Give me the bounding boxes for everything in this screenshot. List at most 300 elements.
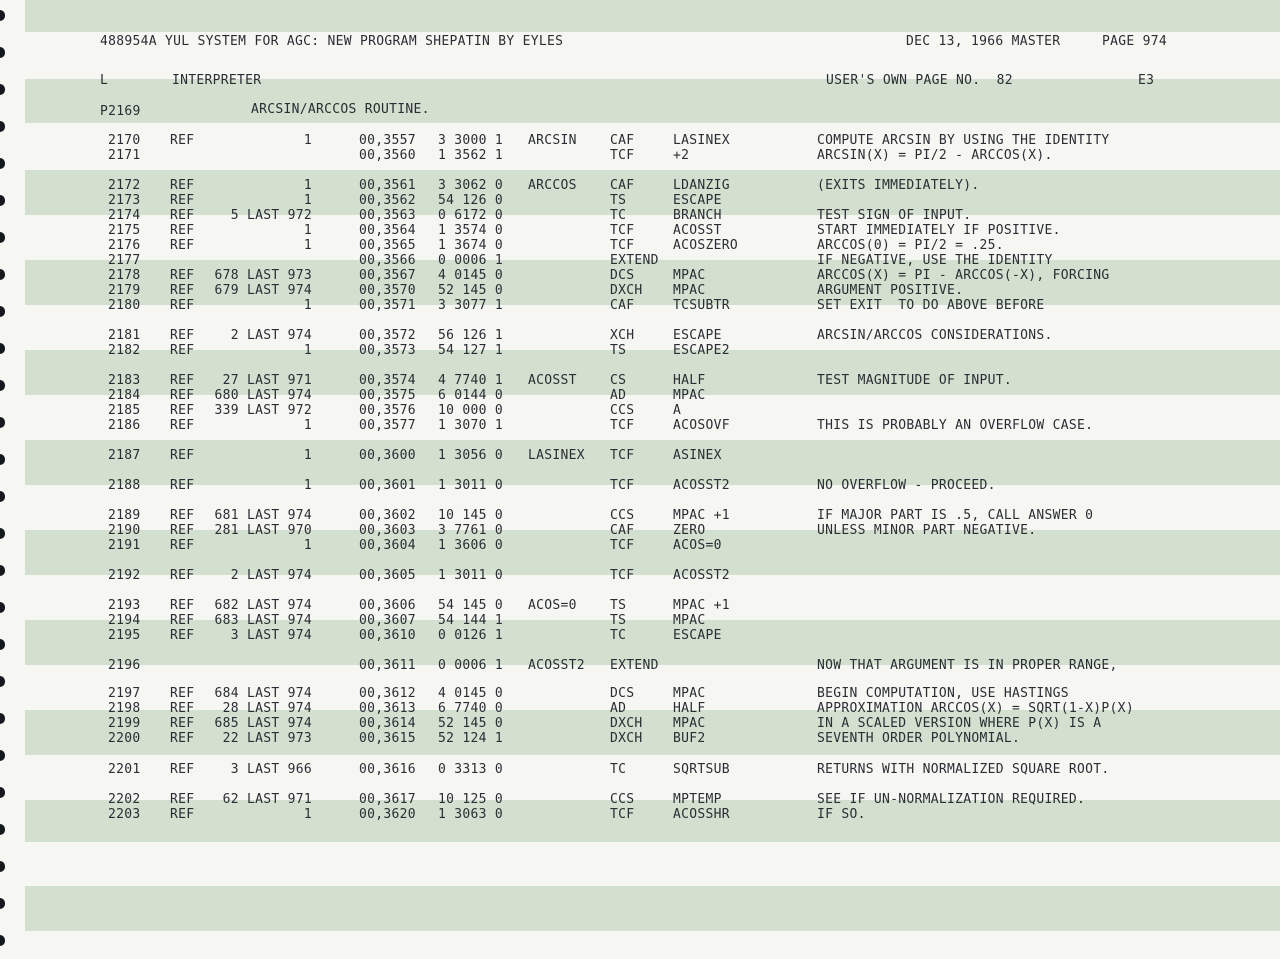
comment: IF MAJOR PART IS .5, CALL ANSWER 0 bbox=[817, 508, 1094, 523]
feed-hole bbox=[0, 121, 5, 132]
feed-hole bbox=[0, 824, 5, 835]
comment: TEST SIGN OF INPUT. bbox=[817, 208, 972, 223]
comment: SEVENTH ORDER POLYNOMIAL. bbox=[817, 731, 1021, 746]
symbol-label: ACOS=0 bbox=[528, 598, 577, 613]
operand: LDANZIG bbox=[673, 178, 730, 193]
object-code: 10 000 0 bbox=[438, 403, 504, 418]
listing-row bbox=[0, 658, 1280, 673]
paper-band bbox=[25, 0, 1280, 32]
symbol-label: ARCCOS bbox=[528, 178, 577, 193]
ref-tag: REF bbox=[170, 418, 195, 433]
line-number: 2199 bbox=[108, 716, 141, 731]
opcode: CAF bbox=[610, 523, 635, 538]
operand: ACOSST2 bbox=[673, 568, 730, 583]
listing-row bbox=[0, 598, 1280, 613]
object-code: 3 3062 0 bbox=[438, 178, 504, 193]
ref-count: 2 LAST 974 bbox=[230, 568, 312, 583]
opcode: DCS bbox=[610, 686, 635, 701]
listing-page-number: PAGE 974 bbox=[1102, 34, 1168, 49]
address: 00,3563 bbox=[359, 208, 416, 223]
ref-count: 1 bbox=[303, 418, 312, 433]
ref-tag: REF bbox=[170, 613, 195, 628]
address: 00,3613 bbox=[359, 701, 416, 716]
line-number: 2184 bbox=[108, 388, 141, 403]
operand: ESCAPE bbox=[673, 193, 722, 208]
line-number: 2202 bbox=[108, 792, 141, 807]
ref-count: 1 bbox=[303, 193, 312, 208]
listing-row bbox=[0, 807, 1280, 822]
ref-count: 681 LAST 974 bbox=[214, 508, 312, 523]
address: 00,3565 bbox=[359, 238, 416, 253]
ref-count: 1 bbox=[303, 238, 312, 253]
ref-count: 3 LAST 974 bbox=[230, 628, 312, 643]
paper-band bbox=[25, 886, 1280, 931]
operand: ACOSOVF bbox=[673, 418, 730, 433]
ref-tag: REF bbox=[170, 478, 195, 493]
listing-row bbox=[0, 523, 1280, 538]
line-number: 2188 bbox=[108, 478, 141, 493]
opcode: XCH bbox=[610, 328, 635, 343]
opcode: TCF bbox=[610, 478, 635, 493]
operand: TCSUBTR bbox=[673, 298, 730, 313]
listing-row bbox=[0, 223, 1280, 238]
ref-count: 1 bbox=[303, 448, 312, 463]
routine-id: P2169 bbox=[100, 104, 141, 119]
listing-row bbox=[0, 133, 1280, 148]
operand: ESCAPE bbox=[673, 628, 722, 643]
listing-row bbox=[0, 418, 1280, 433]
user-page-number: USER'S OWN PAGE NO. 82 bbox=[826, 73, 1013, 88]
operand: MPAC bbox=[673, 686, 706, 701]
opcode: CAF bbox=[610, 133, 635, 148]
listing-row bbox=[0, 343, 1280, 358]
comment: APPROXIMATION ARCCOS(X) = SQRT(1-X)P(X) bbox=[817, 701, 1134, 716]
operand: BUF2 bbox=[673, 731, 706, 746]
operand: LASINEX bbox=[673, 133, 730, 148]
ref-count: 684 LAST 974 bbox=[214, 686, 312, 701]
left-code: L bbox=[100, 73, 109, 88]
address: 00,3602 bbox=[359, 508, 416, 523]
operand: SQRTSUB bbox=[673, 762, 730, 777]
address: 00,3560 bbox=[359, 148, 416, 163]
comment: START IMMEDIATELY IF POSITIVE. bbox=[817, 223, 1061, 238]
address: 00,3607 bbox=[359, 613, 416, 628]
listing-row bbox=[0, 686, 1280, 701]
address: 00,3561 bbox=[359, 178, 416, 193]
ref-tag: REF bbox=[170, 538, 195, 553]
operand: HALF bbox=[673, 373, 706, 388]
opcode: DXCH bbox=[610, 283, 643, 298]
address: 00,3615 bbox=[359, 731, 416, 746]
object-code: 3 3000 1 bbox=[438, 133, 504, 148]
ref-tag: REF bbox=[170, 568, 195, 583]
address: 00,3571 bbox=[359, 298, 416, 313]
symbol-label: ACOSST bbox=[528, 373, 577, 388]
listing-row bbox=[0, 148, 1280, 163]
listing-row bbox=[0, 628, 1280, 643]
operand: MPAC bbox=[673, 268, 706, 283]
operand: ACOSSHR bbox=[673, 807, 730, 822]
listing-row bbox=[0, 716, 1280, 731]
line-number: 2191 bbox=[108, 538, 141, 553]
address: 00,3616 bbox=[359, 762, 416, 777]
comment: ARCSIN/ARCCOS CONSIDERATIONS. bbox=[817, 328, 1053, 343]
address: 00,3562 bbox=[359, 193, 416, 208]
object-code: 1 3070 1 bbox=[438, 418, 504, 433]
address: 00,3617 bbox=[359, 792, 416, 807]
comment: (EXITS IMMEDIATELY). bbox=[817, 178, 980, 193]
object-code: 0 3313 0 bbox=[438, 762, 504, 777]
object-code: 1 3562 1 bbox=[438, 148, 504, 163]
comment: ARCCOS(X) = PI - ARCCOS(-X), FORCING bbox=[817, 268, 1110, 283]
comment: RETURNS WITH NORMALIZED SQUARE ROOT. bbox=[817, 762, 1110, 777]
line-number: 2186 bbox=[108, 418, 141, 433]
line-number: 2176 bbox=[108, 238, 141, 253]
ref-count: 685 LAST 974 bbox=[214, 716, 312, 731]
ref-count: 1 bbox=[303, 133, 312, 148]
object-code: 54 145 0 bbox=[438, 598, 504, 613]
ref-tag: REF bbox=[170, 701, 195, 716]
ref-tag: REF bbox=[170, 716, 195, 731]
address: 00,3610 bbox=[359, 628, 416, 643]
ref-count: 27 LAST 971 bbox=[222, 373, 312, 388]
operand: MPAC bbox=[673, 716, 706, 731]
comment: IF NEGATIVE, USE THE IDENTITY bbox=[817, 253, 1053, 268]
line-number: 2197 bbox=[108, 686, 141, 701]
comment: UNLESS MINOR PART NEGATIVE. bbox=[817, 523, 1037, 538]
ref-tag: REF bbox=[170, 133, 195, 148]
ref-tag: REF bbox=[170, 268, 195, 283]
ref-tag: REF bbox=[170, 283, 195, 298]
opcode: DCS bbox=[610, 268, 635, 283]
opcode: CAF bbox=[610, 178, 635, 193]
opcode: TCF bbox=[610, 448, 635, 463]
ref-count: 62 LAST 971 bbox=[222, 792, 312, 807]
object-code: 0 6172 0 bbox=[438, 208, 504, 223]
opcode: TCF bbox=[610, 538, 635, 553]
operand: +2 bbox=[673, 148, 690, 163]
feed-hole bbox=[0, 750, 5, 761]
symbol-label: LASINEX bbox=[528, 448, 585, 463]
ref-tag: REF bbox=[170, 508, 195, 523]
ref-tag: REF bbox=[170, 373, 195, 388]
opcode: CCS bbox=[610, 792, 635, 807]
feed-hole bbox=[0, 84, 5, 95]
listing-row bbox=[0, 762, 1280, 777]
opcode: TCF bbox=[610, 568, 635, 583]
operand: ACOS=0 bbox=[673, 538, 722, 553]
ref-tag: REF bbox=[170, 238, 195, 253]
line-number: 2179 bbox=[108, 283, 141, 298]
address: 00,3573 bbox=[359, 343, 416, 358]
operand: ACOSST bbox=[673, 223, 722, 238]
operand: ESCAPE2 bbox=[673, 343, 730, 358]
comment: ARCCOS(0) = PI/2 = .25. bbox=[817, 238, 1004, 253]
ref-tag: REF bbox=[170, 403, 195, 418]
ref-count: 1 bbox=[303, 478, 312, 493]
opcode: TS bbox=[610, 193, 627, 208]
comment: BEGIN COMPUTATION, USE HASTINGS bbox=[817, 686, 1069, 701]
ref-count: 683 LAST 974 bbox=[214, 613, 312, 628]
section-name: INTERPRETER bbox=[172, 73, 262, 88]
object-code: 1 3011 0 bbox=[438, 478, 504, 493]
line-number: 2177 bbox=[108, 253, 141, 268]
ref-count: 678 LAST 973 bbox=[214, 268, 312, 283]
object-code: 1 3574 0 bbox=[438, 223, 504, 238]
feed-hole bbox=[0, 47, 5, 58]
symbol-label: ACOSST2 bbox=[528, 658, 585, 673]
address: 00,3606 bbox=[359, 598, 416, 613]
ref-count: 339 LAST 972 bbox=[214, 403, 312, 418]
ref-tag: REF bbox=[170, 448, 195, 463]
object-code: 3 3077 1 bbox=[438, 298, 504, 313]
listing-row bbox=[0, 478, 1280, 493]
object-code: 52 145 0 bbox=[438, 716, 504, 731]
line-number: 2172 bbox=[108, 178, 141, 193]
object-code: 4 0145 0 bbox=[438, 268, 504, 283]
object-code: 0 0006 1 bbox=[438, 658, 504, 673]
comment: NOW THAT ARGUMENT IS IN PROPER RANGE, bbox=[817, 658, 1118, 673]
opcode: TC bbox=[610, 628, 627, 643]
operand: MPTEMP bbox=[673, 792, 722, 807]
comment: IF SO. bbox=[817, 807, 866, 822]
comment: SEE IF UN-NORMALIZATION REQUIRED. bbox=[817, 792, 1086, 807]
object-code: 6 0144 0 bbox=[438, 388, 504, 403]
operand: ZERO bbox=[673, 523, 706, 538]
ref-tag: REF bbox=[170, 598, 195, 613]
address: 00,3567 bbox=[359, 268, 416, 283]
object-code: 54 144 1 bbox=[438, 613, 504, 628]
object-code: 1 3056 0 bbox=[438, 448, 504, 463]
ref-count: 2 LAST 974 bbox=[230, 328, 312, 343]
object-code: 52 145 0 bbox=[438, 283, 504, 298]
opcode: DXCH bbox=[610, 731, 643, 746]
ref-tag: REF bbox=[170, 807, 195, 822]
line-number: 2189 bbox=[108, 508, 141, 523]
ref-tag: REF bbox=[170, 731, 195, 746]
ref-count: 1 bbox=[303, 807, 312, 822]
opcode: TCF bbox=[610, 238, 635, 253]
listing-row bbox=[0, 701, 1280, 716]
opcode: CCS bbox=[610, 403, 635, 418]
opcode: TCF bbox=[610, 148, 635, 163]
line-number: 2170 bbox=[108, 133, 141, 148]
ref-tag: REF bbox=[170, 523, 195, 538]
ref-tag: REF bbox=[170, 193, 195, 208]
line-number: 2187 bbox=[108, 448, 141, 463]
ref-count: 1 bbox=[303, 538, 312, 553]
listing-row bbox=[0, 328, 1280, 343]
ref-count: 281 LAST 970 bbox=[214, 523, 312, 538]
ref-count: 682 LAST 974 bbox=[214, 598, 312, 613]
line-number: 2192 bbox=[108, 568, 141, 583]
address: 00,3600 bbox=[359, 448, 416, 463]
comment: ARCSIN(X) = PI/2 - ARCCOS(X). bbox=[817, 148, 1053, 163]
opcode: DXCH bbox=[610, 716, 643, 731]
operand: MPAC +1 bbox=[673, 508, 730, 523]
comment: SET EXIT TO DO ABOVE BEFORE bbox=[817, 298, 1045, 313]
ref-tag: REF bbox=[170, 178, 195, 193]
address: 00,3570 bbox=[359, 283, 416, 298]
address: 00,3601 bbox=[359, 478, 416, 493]
ref-count: 1 bbox=[303, 343, 312, 358]
listing-row bbox=[0, 403, 1280, 418]
feed-hole bbox=[0, 861, 5, 872]
ref-count: 28 LAST 974 bbox=[222, 701, 312, 716]
line-number: 2182 bbox=[108, 343, 141, 358]
listing-date: DEC 13, 1966 MASTER bbox=[906, 34, 1061, 49]
ref-tag: REF bbox=[170, 762, 195, 777]
line-number: 2183 bbox=[108, 373, 141, 388]
comment: TEST MAGNITUDE OF INPUT. bbox=[817, 373, 1013, 388]
opcode: TC bbox=[610, 208, 627, 223]
operand: MPAC bbox=[673, 613, 706, 628]
object-code: 4 7740 1 bbox=[438, 373, 504, 388]
listing-row bbox=[0, 178, 1280, 193]
line-number: 2190 bbox=[108, 523, 141, 538]
line-number: 2185 bbox=[108, 403, 141, 418]
opcode: TCF bbox=[610, 807, 635, 822]
opcode: EXTEND bbox=[610, 253, 659, 268]
object-code: 1 3674 0 bbox=[438, 238, 504, 253]
opcode: CAF bbox=[610, 298, 635, 313]
feed-hole bbox=[0, 10, 5, 21]
listing-row bbox=[0, 283, 1280, 298]
ref-count: 1 bbox=[303, 298, 312, 313]
listing-row bbox=[0, 448, 1280, 463]
listing-row bbox=[0, 238, 1280, 253]
ref-tag: REF bbox=[170, 208, 195, 223]
listing-row bbox=[0, 613, 1280, 628]
listing-row bbox=[0, 792, 1280, 807]
opcode: CCS bbox=[610, 508, 635, 523]
listing-row bbox=[0, 388, 1280, 403]
object-code: 1 3606 0 bbox=[438, 538, 504, 553]
address: 00,3612 bbox=[359, 686, 416, 701]
address: 00,3620 bbox=[359, 807, 416, 822]
address: 00,3557 bbox=[359, 133, 416, 148]
object-code: 4 0145 0 bbox=[438, 686, 504, 701]
address: 00,3575 bbox=[359, 388, 416, 403]
object-code: 52 124 1 bbox=[438, 731, 504, 746]
ref-tag: REF bbox=[170, 223, 195, 238]
routine-title: ARCSIN/ARCCOS ROUTINE. bbox=[251, 102, 430, 117]
ref-tag: REF bbox=[170, 388, 195, 403]
comment: IN A SCALED VERSION WHERE P(X) IS A bbox=[817, 716, 1102, 731]
line-number: 2198 bbox=[108, 701, 141, 716]
feed-hole bbox=[0, 898, 5, 909]
ref-tag: REF bbox=[170, 686, 195, 701]
right-code: E3 bbox=[1138, 73, 1155, 88]
address: 00,3564 bbox=[359, 223, 416, 238]
line-number: 2200 bbox=[108, 731, 141, 746]
listing-row bbox=[0, 253, 1280, 268]
address: 00,3566 bbox=[359, 253, 416, 268]
comment: COMPUTE ARCSIN BY USING THE IDENTITY bbox=[817, 133, 1110, 148]
operand: MPAC bbox=[673, 388, 706, 403]
operand: MPAC bbox=[673, 283, 706, 298]
line-number: 2203 bbox=[108, 807, 141, 822]
address: 00,3603 bbox=[359, 523, 416, 538]
operand: ACOSZERO bbox=[673, 238, 739, 253]
listing-row bbox=[0, 508, 1280, 523]
address: 00,3576 bbox=[359, 403, 416, 418]
line-number: 2174 bbox=[108, 208, 141, 223]
listing-row bbox=[0, 731, 1280, 746]
listing-row bbox=[0, 298, 1280, 313]
comment: NO OVERFLOW - PROCEED. bbox=[817, 478, 996, 493]
operand: MPAC +1 bbox=[673, 598, 730, 613]
address: 00,3605 bbox=[359, 568, 416, 583]
listing-row bbox=[0, 373, 1280, 388]
line-number: 2171 bbox=[108, 148, 141, 163]
opcode: TS bbox=[610, 613, 627, 628]
comment: THIS IS PROBABLY AN OVERFLOW CASE. bbox=[817, 418, 1094, 433]
opcode: TS bbox=[610, 598, 627, 613]
opcode: AD bbox=[610, 388, 627, 403]
line-number: 2194 bbox=[108, 613, 141, 628]
operand: ESCAPE bbox=[673, 328, 722, 343]
address: 00,3604 bbox=[359, 538, 416, 553]
object-code: 56 126 1 bbox=[438, 328, 504, 343]
ref-tag: REF bbox=[170, 792, 195, 807]
line-number: 2175 bbox=[108, 223, 141, 238]
ref-count: 3 LAST 966 bbox=[230, 762, 312, 777]
ref-count: 5 LAST 972 bbox=[230, 208, 312, 223]
operand: HALF bbox=[673, 701, 706, 716]
object-code: 0 0006 1 bbox=[438, 253, 504, 268]
listing-title: 488954A YUL SYSTEM FOR AGC: NEW PROGRAM SHEPATIN BY EYLES bbox=[100, 34, 564, 49]
ref-count: 1 bbox=[303, 178, 312, 193]
ref-count: 680 LAST 974 bbox=[214, 388, 312, 403]
opcode: TC bbox=[610, 762, 627, 777]
ref-tag: REF bbox=[170, 628, 195, 643]
object-code: 54 127 1 bbox=[438, 343, 504, 358]
ref-tag: REF bbox=[170, 298, 195, 313]
ref-tag: REF bbox=[170, 343, 195, 358]
operand: BRANCH bbox=[673, 208, 722, 223]
operand: ASINEX bbox=[673, 448, 722, 463]
object-code: 10 145 0 bbox=[438, 508, 504, 523]
opcode: AD bbox=[610, 701, 627, 716]
line-number: 2193 bbox=[108, 598, 141, 613]
address: 00,3611 bbox=[359, 658, 416, 673]
opcode: TCF bbox=[610, 418, 635, 433]
opcode: TCF bbox=[610, 223, 635, 238]
ref-count: 1 bbox=[303, 223, 312, 238]
address: 00,3577 bbox=[359, 418, 416, 433]
line-number: 2181 bbox=[108, 328, 141, 343]
object-code: 3 7761 0 bbox=[438, 523, 504, 538]
line-number: 2201 bbox=[108, 762, 141, 777]
operand: ACOSST2 bbox=[673, 478, 730, 493]
line-number: 2195 bbox=[108, 628, 141, 643]
listing-row bbox=[0, 208, 1280, 223]
listing-row bbox=[0, 268, 1280, 283]
object-code: 0 0126 1 bbox=[438, 628, 504, 643]
object-code: 1 3063 0 bbox=[438, 807, 504, 822]
address: 00,3614 bbox=[359, 716, 416, 731]
opcode: EXTEND bbox=[610, 658, 659, 673]
ref-count: 22 LAST 973 bbox=[222, 731, 312, 746]
object-code: 54 126 0 bbox=[438, 193, 504, 208]
line-number: 2180 bbox=[108, 298, 141, 313]
object-code: 6 7740 0 bbox=[438, 701, 504, 716]
opcode: TS bbox=[610, 343, 627, 358]
object-code: 1 3011 0 bbox=[438, 568, 504, 583]
address: 00,3572 bbox=[359, 328, 416, 343]
line-number: 2196 bbox=[108, 658, 141, 673]
